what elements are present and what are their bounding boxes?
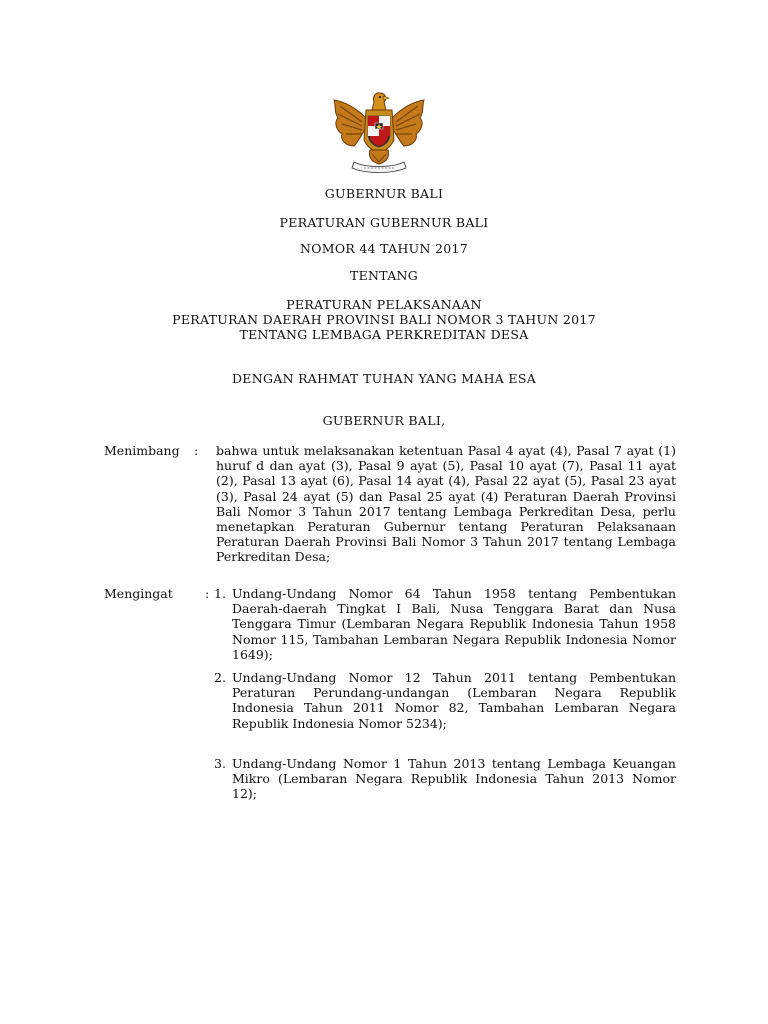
- mengingat-item-3-text: Undang-Undang Nomor 1 Tahun 2013 tentang Lembaga Keuangan Mikro (Lembaran Negara Republik Indonesia Tahun 2013 Nomor 12);: [232, 756, 676, 802]
- regulation-type: PERATURAN GUBERNUR BALI: [279, 215, 489, 230]
- mengingat-item-3-number: 3.: [214, 756, 226, 771]
- mengingat-item-2-number: 2.: [214, 670, 226, 685]
- about-heading: TENTANG: [349, 268, 419, 283]
- mengingat-item-2-text: Undang-Undang Nomor 12 Tahun 2011 tentang Pembentukan Peraturan Perundang-undangan (Lembaran Negara Republik Indonesia Tahun 2011 Nomor 82, Tambahan Lembaran Negara Republik Indonesia Nomor 5234);: [232, 670, 676, 731]
- menimbang-label: Menimbang: [104, 443, 180, 458]
- regulation-number: NOMOR 44 TAHUN 2017: [299, 241, 469, 256]
- subject-line-3: TENTANG LEMBAGA PERKREDITAN DESA: [239, 327, 529, 342]
- subject-line-1: PERATURAN PELAKSANAAN: [286, 297, 482, 312]
- invocation-line: DENGAN RAHMAT TUHAN YANG MAHA ESA: [231, 371, 537, 386]
- mengingat-item-1-number: 1.: [214, 586, 226, 601]
- menimbang-text: bahwa untuk melaksanakan ketentuan Pasal 4 ayat (4), Pasal 7 ayat (1) huruf d dan ayat (3), Pasal 9 ayat (5), Pasal 10 ayat (7), Pasal 11 ayat (2), Pasal 13 ayat (6), Pasal 14 ayat (4), Pasal 22 ayat (5), Pasal 23 ayat (3), Pasal 24 ayat (5) dan Pasal 25 ayat (4) Peraturan Daerah Provinsi Bali Nomor 3 Tahun 2017 tentang Lembaga Perkreditan Desa, perlu menetapkan Peraturan Gubernur tentang Peraturan Pelaksanaan Peraturan Daerah Provinsi Bali Nomor 3 Tahun 2017 tentang Lembaga Perkreditan Desa;: [216, 443, 676, 565]
- authority-title: GUBERNUR BALI: [324, 186, 444, 201]
- signatory-heading: GUBERNUR BALI,: [322, 413, 446, 428]
- subject-line-2: PERATURAN DAERAH PROVINSI BALI NOMOR 3 TAHUN 2017: [172, 312, 596, 327]
- menimbang-colon: :: [194, 443, 199, 458]
- mengingat-colon: :: [205, 586, 210, 601]
- garuda-emblem-icon: [326, 88, 432, 176]
- mengingat-label: Mengingat: [104, 586, 173, 601]
- mengingat-item-1-text: Undang-Undang Nomor 64 Tahun 1958 tentang Pembentukan Daerah-daerah Tingkat I Bali, Nusa Tenggara Barat dan Nusa Tenggara Timur (Lembaran Negara Republik Indonesia Tahun 1958 Nomor 115, Tambahan Lembaran Negara Republik Indonesia Nomor 1649);: [232, 586, 676, 662]
